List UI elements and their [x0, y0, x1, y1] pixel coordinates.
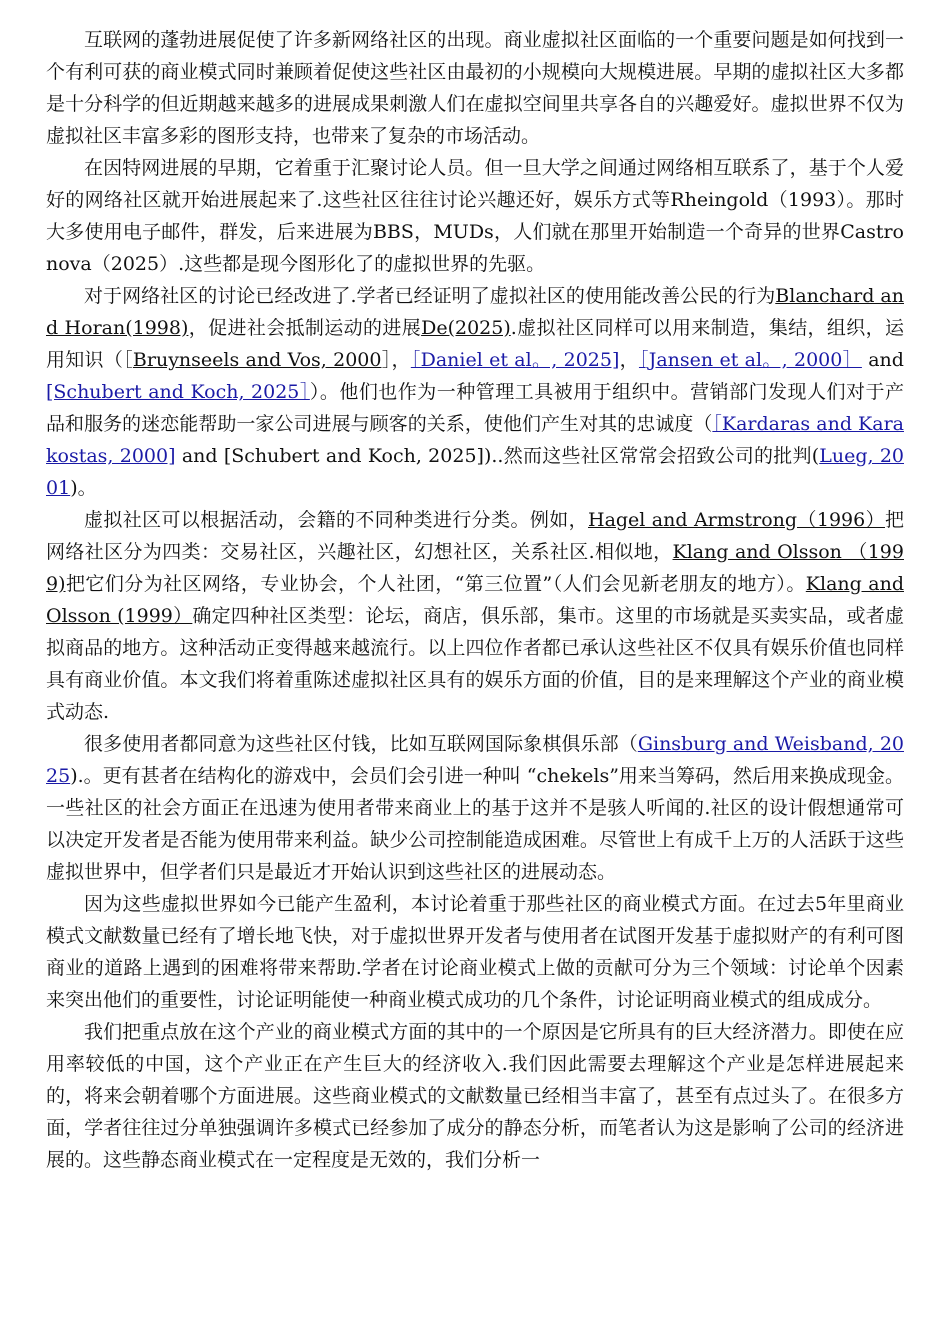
citation-link[interactable]: ［Daniel et al。, 2025] — [410, 349, 620, 371]
paragraph-text: and — [861, 349, 904, 371]
paragraph — [46, 504, 904, 728]
paragraph-text: 互联网的蓬勃进展促使了许多新网络社区的出现。商业虚拟社区面临的一个重要问题是如何找到一个有利可获的商业模式同时兼顾着促使这些社区由最初的小规模向大规模进展。早期的虚拟社区大多都是十分科学的但近期越来越多的进展成果刺激人们在虚拟空间里共享各自的兴趣爱好。虚拟世界不仅为虚拟社区丰富多彩的图形支持，也带来了复杂的市场活动。 — [46, 29, 904, 147]
citation-reference: Blanchard and Horan(1998) — [46, 285, 904, 339]
citation-link[interactable]: Ginsburg and Weisband, 2025 — [46, 733, 904, 787]
citation-link[interactable]: ［Jansen et al。, 2000］ — [638, 349, 862, 371]
document-body — [46, 24, 904, 1176]
paragraph-text: 确定四种社区类型：论坛，商店，俱乐部，集市。这里的市场就是买卖实品，或者虚拟商品的地方。这种活动正变得越来越流行。以上四位作者都已承认这些社区不仅具有娱乐价值也同样具有商业价值。本文我们将着重陈述虚拟社区具有的娱乐方面的价值，目的是来理解这个产业的商业模式动态. — [46, 605, 904, 723]
paragraph — [46, 728, 904, 888]
paragraph-text: ］， — [381, 349, 411, 371]
paragraph-text: ， — [619, 349, 639, 371]
paragraph-text: and [Schubert and Koch, 2025])..然而这些社区常常会招致公司的批判( — [175, 445, 820, 467]
paragraph-text: ).。更有甚者在结构化的游戏中，会员们会引进一种叫 “chekels”用来当筹码，然后用来换成现金。一些社区的社会方面正在迅速为使用者带来商业上的基于这并不是骇人听闻的.社区的设计假想通常可以决定开发者是否能为使用带来利益。缺少公司控制能造成困难。尽管世上有成千上万的人活跃于这些虚拟世界中，但学者们只是最近才开始认识到这些社区的进展动态。 — [46, 765, 904, 883]
citation-reference: Hagel and Armstrong（1996） — [588, 509, 885, 531]
citation-link[interactable]: Lueg, 2001 — [46, 445, 904, 499]
citation-link[interactable]: [Schubert and Koch, 2025］ — [46, 381, 310, 403]
paragraph-text: .虚拟社区同样可以用来制造，集结，组织，运用知识（［ — [46, 317, 904, 371]
paragraph-text: 把它们分为社区网络，专业协会，个人社团，“第三位置”（人们会见新老朋友的地方）。 — [65, 573, 806, 595]
citation-reference: Klang and Olsson (1999） — [46, 573, 904, 627]
paragraph-text: 很多使用者都同意为这些社区付钱，比如互联网国际象棋俱乐部（ — [84, 733, 638, 755]
paragraph — [46, 888, 904, 1016]
citation-reference: Bruynseels and Vos, 2000 — [132, 349, 382, 371]
paragraph-text: ，促进社会抵制运动的进展 — [188, 317, 422, 339]
paragraph — [46, 280, 904, 504]
paragraph-text: )。 — [70, 477, 97, 499]
paragraph — [46, 152, 904, 280]
paragraph-text: 因为这些虚拟世界如今已能产生盈利，本讨论着重于那些社区的商业模式方面。在过去5年里商业模式文献数量已经有了增长地飞快，对于虚拟世界开发者与使用者在试图开发基于虚拟财产的有利可图商业的道路上遇到的困难将带来帮助.学者在讨论商业模式上做的贡献可分为三个领域：讨论单个因素来突出他们的重要性，讨论证明能使一种商业模式成功的几个条件，讨论证明商业模式的组成成分。 — [46, 893, 904, 1011]
paragraph-text: 在因特网进展的早期，它着重于汇聚讨论人员。但一旦大学之间通过网络相互联系了，基于个人爱好的网络社区就开始进展起来了.这些社区往往讨论兴趣还好，娱乐方式等Rheingold（1993）。那时大多使用电子邮件，群发，后来进展为BBS，MUDs，人们就在那里开始制造一个奇异的世界Castronova（2025）.这些都是现今图形化了的虚拟世界的先驱。 — [46, 157, 904, 275]
citation-reference: De(2025) — [421, 317, 511, 339]
citation-link[interactable]: ［Kardaras and Karakostas, 2000] — [46, 413, 904, 467]
paragraph-text: 对于网络社区的讨论已经改进了.学者已经证明了虚拟社区的使用能改善公民的行为 — [84, 285, 776, 307]
paragraph-text: 虚拟社区可以根据活动，会籍的不同种类进行分类。例如， — [84, 509, 588, 531]
paragraph — [46, 24, 904, 152]
paragraph-text: 把网络社区分为四类：交易社区，兴趣社区，幻想社区，关系社区.相似地， — [46, 509, 904, 563]
paragraph-text: 我们把重点放在这个产业的商业模式方面的其中的一个原因是它所具有的巨大经济潜力。即使在应用率较低的中国，这个产业正在产生巨大的经济收入.我们因此需要去理解这个产业是怎样进展起来的，将来会朝着哪个方面进展。这些商业模式的文献数量已经相当丰富了，甚至有点过头了。在很多方面，学者往往过分单独强调许多模式已经参加了成分的静态分析，而笔者认为这是影响了公司的经济进展的。这些静态商业模式在一定程度是无效的，我们分析一 — [46, 1021, 904, 1171]
citation-reference: Klang and Olsson （1999) — [46, 541, 904, 595]
paragraph — [46, 1016, 904, 1176]
paragraph-text: ）。他们也作为一种管理工具被用于组织中。营销部门发现人们对于产品和服务的迷恋能帮助一家公司进展与顾客的关系，使他们产生对其的忠诚度（ — [46, 381, 904, 435]
